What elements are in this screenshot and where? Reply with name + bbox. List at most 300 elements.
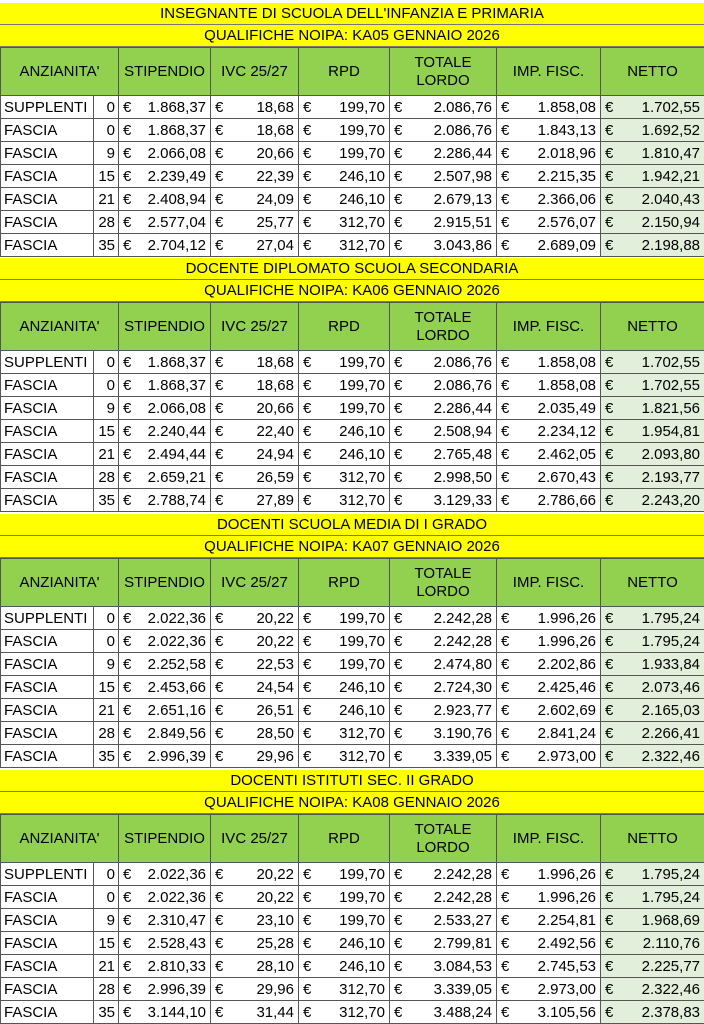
currency-sign: € bbox=[123, 911, 132, 929]
header-totale-line2: LORDO bbox=[416, 582, 470, 600]
row-years: 28 bbox=[94, 978, 119, 1001]
amount-value: 312,70 bbox=[339, 980, 385, 998]
currency-sign: € bbox=[215, 678, 224, 696]
currency-sign: € bbox=[501, 701, 510, 719]
currency-sign: € bbox=[501, 888, 510, 906]
amount-value: 2.810,33 bbox=[147, 957, 206, 975]
currency-sign: € bbox=[605, 865, 614, 883]
amount-value: 3.339,05 bbox=[433, 980, 492, 998]
amount-value: 2.366,06 bbox=[537, 190, 596, 208]
currency-sign: € bbox=[605, 422, 614, 440]
currency-sign: € bbox=[123, 934, 132, 952]
header-stipendio: STIPENDIO bbox=[119, 559, 211, 607]
cell-imp bbox=[497, 351, 601, 374]
amount-value: 1.692,52 bbox=[641, 121, 700, 139]
cell-ivc bbox=[211, 234, 299, 257]
cell-netto bbox=[601, 978, 704, 1001]
row-years: 0 bbox=[94, 374, 119, 397]
cell-totale bbox=[390, 119, 497, 142]
cell-stipendio bbox=[119, 886, 211, 909]
amount-value: 28,10 bbox=[256, 957, 294, 975]
cell-ivc bbox=[211, 96, 299, 119]
cell-ivc bbox=[211, 978, 299, 1001]
amount-value: 1.996,26 bbox=[537, 632, 596, 650]
cell-totale bbox=[390, 699, 497, 722]
cell-imp bbox=[497, 932, 601, 955]
amount-value: 2.724,30 bbox=[433, 678, 492, 696]
currency-sign: € bbox=[215, 445, 224, 463]
cell-rpd bbox=[299, 211, 390, 234]
amount-value: 2.915,51 bbox=[433, 213, 492, 231]
amount-value: 1.858,08 bbox=[537, 98, 596, 116]
cell-netto bbox=[601, 745, 704, 768]
currency-sign: € bbox=[215, 376, 224, 394]
cell-netto bbox=[601, 351, 704, 374]
currency-sign: € bbox=[394, 445, 403, 463]
cell-rpd bbox=[299, 722, 390, 745]
header-totale-line1: TOTALE bbox=[414, 820, 472, 838]
currency-sign: € bbox=[501, 468, 510, 486]
amount-value: 199,70 bbox=[339, 609, 385, 627]
cell-netto bbox=[601, 397, 704, 420]
amount-value: 25,77 bbox=[256, 213, 294, 231]
cell-imp bbox=[497, 211, 601, 234]
header-stipendio: STIPENDIO bbox=[119, 48, 211, 96]
currency-sign: € bbox=[394, 422, 403, 440]
cell-stipendio bbox=[119, 188, 211, 211]
amount-value: 3.043,86 bbox=[433, 236, 492, 254]
cell-stipendio bbox=[119, 420, 211, 443]
currency-sign: € bbox=[394, 701, 403, 719]
cell-rpd bbox=[299, 745, 390, 768]
amount-value: 18,68 bbox=[256, 353, 294, 371]
amount-value: 199,70 bbox=[339, 399, 385, 417]
currency-sign: € bbox=[394, 236, 403, 254]
header-rpd: RPD bbox=[299, 48, 390, 96]
row-label: FASCIA bbox=[1, 397, 94, 420]
amount-value: 27,04 bbox=[256, 236, 294, 254]
cell-netto bbox=[601, 466, 704, 489]
row-years: 35 bbox=[94, 745, 119, 768]
row-years: 35 bbox=[94, 1001, 119, 1024]
amount-value: 2.022,36 bbox=[147, 609, 206, 627]
cell-stipendio bbox=[119, 863, 211, 886]
cell-stipendio bbox=[119, 699, 211, 722]
cell-ivc bbox=[211, 630, 299, 653]
amount-value: 2.659,21 bbox=[147, 468, 206, 486]
amount-value: 2.018,96 bbox=[537, 144, 596, 162]
amount-value: 2.841,24 bbox=[537, 724, 596, 742]
row-years: 15 bbox=[94, 932, 119, 955]
cell-ivc bbox=[211, 932, 299, 955]
cell-stipendio bbox=[119, 211, 211, 234]
amount-value: 1.942,21 bbox=[641, 167, 700, 185]
cell-imp bbox=[497, 630, 601, 653]
currency-sign: € bbox=[215, 1003, 224, 1021]
currency-sign: € bbox=[501, 747, 510, 765]
amount-value: 2.670,43 bbox=[537, 468, 596, 486]
cell-totale bbox=[390, 96, 497, 119]
currency-sign: € bbox=[215, 236, 224, 254]
amount-value: 199,70 bbox=[339, 632, 385, 650]
cell-stipendio bbox=[119, 653, 211, 676]
table-row bbox=[1, 165, 704, 188]
currency-sign: € bbox=[605, 144, 614, 162]
currency-sign: € bbox=[501, 121, 510, 139]
amount-value: 2.165,03 bbox=[641, 701, 700, 719]
amount-value: 2.066,08 bbox=[147, 399, 206, 417]
cell-ivc bbox=[211, 466, 299, 489]
currency-sign: € bbox=[394, 98, 403, 116]
currency-sign: € bbox=[501, 934, 510, 952]
salary-table bbox=[0, 814, 704, 1024]
table-row bbox=[1, 932, 704, 955]
currency-sign: € bbox=[123, 468, 132, 486]
amount-value: 312,70 bbox=[339, 1003, 385, 1021]
currency-sign: € bbox=[303, 144, 312, 162]
header-row bbox=[1, 559, 704, 607]
cell-rpd bbox=[299, 119, 390, 142]
cell-rpd bbox=[299, 188, 390, 211]
amount-value: 1.795,24 bbox=[641, 888, 700, 906]
table-row bbox=[1, 630, 704, 653]
currency-sign: € bbox=[605, 445, 614, 463]
currency-sign: € bbox=[123, 445, 132, 463]
cell-imp bbox=[497, 96, 601, 119]
cell-rpd bbox=[299, 234, 390, 257]
amount-value: 2.996,39 bbox=[147, 747, 206, 765]
amount-value: 1.858,08 bbox=[537, 353, 596, 371]
currency-sign: € bbox=[303, 865, 312, 883]
row-years: 21 bbox=[94, 955, 119, 978]
amount-value: 2.243,20 bbox=[641, 491, 700, 509]
amount-value: 2.242,28 bbox=[433, 632, 492, 650]
currency-sign: € bbox=[303, 724, 312, 742]
amount-value: 246,10 bbox=[339, 678, 385, 696]
currency-sign: € bbox=[605, 236, 614, 254]
currency-sign: € bbox=[501, 144, 510, 162]
cell-imp bbox=[497, 1001, 601, 1024]
cell-ivc bbox=[211, 886, 299, 909]
header-totale-lordo bbox=[390, 303, 497, 351]
row-years: 0 bbox=[94, 863, 119, 886]
amount-value: 2.035,49 bbox=[537, 399, 596, 417]
amount-value: 18,68 bbox=[256, 98, 294, 116]
header-stipendio: STIPENDIO bbox=[119, 303, 211, 351]
cell-imp bbox=[497, 489, 601, 512]
cell-imp bbox=[497, 119, 601, 142]
currency-sign: € bbox=[303, 213, 312, 231]
amount-value: 2.651,16 bbox=[147, 701, 206, 719]
cell-imp bbox=[497, 886, 601, 909]
amount-value: 3.488,24 bbox=[433, 1003, 492, 1021]
currency-sign: € bbox=[215, 190, 224, 208]
amount-value: 2.215,35 bbox=[537, 167, 596, 185]
amount-value: 199,70 bbox=[339, 655, 385, 673]
currency-sign: € bbox=[501, 445, 510, 463]
amount-value: 2.202,86 bbox=[537, 655, 596, 673]
header-netto: NETTO bbox=[601, 815, 704, 863]
cell-totale bbox=[390, 745, 497, 768]
row-years: 21 bbox=[94, 699, 119, 722]
table-row bbox=[1, 745, 704, 768]
currency-sign: € bbox=[605, 632, 614, 650]
cell-stipendio bbox=[119, 745, 211, 768]
row-label: FASCIA bbox=[1, 653, 94, 676]
row-label: FASCIA bbox=[1, 909, 94, 932]
currency-sign: € bbox=[123, 353, 132, 371]
currency-sign: € bbox=[123, 190, 132, 208]
cell-netto bbox=[601, 653, 704, 676]
amount-value: 2.533,27 bbox=[433, 911, 492, 929]
amount-value: 2.242,28 bbox=[433, 888, 492, 906]
currency-sign: € bbox=[303, 957, 312, 975]
amount-value: 2.462,05 bbox=[537, 445, 596, 463]
cell-imp bbox=[497, 909, 601, 932]
row-label: FASCIA bbox=[1, 932, 94, 955]
currency-sign: € bbox=[215, 144, 224, 162]
cell-totale bbox=[390, 374, 497, 397]
amount-value: 2.998,50 bbox=[433, 468, 492, 486]
currency-sign: € bbox=[215, 888, 224, 906]
cell-imp bbox=[497, 699, 601, 722]
cell-rpd bbox=[299, 607, 390, 630]
amount-value: 2.198,88 bbox=[641, 236, 700, 254]
currency-sign: € bbox=[303, 236, 312, 254]
header-ivc: IVC 25/27 bbox=[211, 303, 299, 351]
row-years: 28 bbox=[94, 211, 119, 234]
cell-ivc bbox=[211, 863, 299, 886]
row-years: 9 bbox=[94, 142, 119, 165]
currency-sign: € bbox=[303, 632, 312, 650]
amount-value: 2.286,44 bbox=[433, 399, 492, 417]
section-title: DOCENTI ISTITUTI SEC. II GRADO bbox=[0, 770, 704, 792]
amount-value: 2.602,69 bbox=[537, 701, 596, 719]
row-years: 9 bbox=[94, 909, 119, 932]
amount-value: 2.022,36 bbox=[147, 632, 206, 650]
amount-value: 2.225,77 bbox=[641, 957, 700, 975]
amount-value: 1.795,24 bbox=[641, 865, 700, 883]
currency-sign: € bbox=[215, 491, 224, 509]
salary-section bbox=[0, 770, 704, 1024]
row-years: 0 bbox=[94, 630, 119, 653]
currency-sign: € bbox=[394, 468, 403, 486]
amount-value: 199,70 bbox=[339, 121, 385, 139]
amount-value: 1.868,37 bbox=[147, 353, 206, 371]
amount-value: 2.494,44 bbox=[147, 445, 206, 463]
cell-rpd bbox=[299, 96, 390, 119]
currency-sign: € bbox=[501, 353, 510, 371]
currency-sign: € bbox=[303, 422, 312, 440]
cell-ivc bbox=[211, 142, 299, 165]
cell-stipendio bbox=[119, 909, 211, 932]
cell-ivc bbox=[211, 745, 299, 768]
amount-value: 2.286,44 bbox=[433, 144, 492, 162]
cell-stipendio bbox=[119, 96, 211, 119]
cell-rpd bbox=[299, 932, 390, 955]
amount-value: 246,10 bbox=[339, 167, 385, 185]
amount-value: 24,94 bbox=[256, 445, 294, 463]
amount-value: 2.310,47 bbox=[147, 911, 206, 929]
cell-stipendio bbox=[119, 443, 211, 466]
currency-sign: € bbox=[605, 491, 614, 509]
currency-sign: € bbox=[394, 747, 403, 765]
header-anzianita: ANZIANITA' bbox=[1, 303, 119, 351]
header-ivc: IVC 25/27 bbox=[211, 559, 299, 607]
cell-ivc bbox=[211, 676, 299, 699]
row-label: FASCIA bbox=[1, 142, 94, 165]
cell-rpd bbox=[299, 978, 390, 1001]
row-years: 15 bbox=[94, 676, 119, 699]
section-subtitle: QUALIFICHE NOIPA: KA08 GENNAIO 2026 bbox=[0, 792, 704, 814]
row-label: SUPPLENTI bbox=[1, 351, 94, 374]
cell-totale bbox=[390, 420, 497, 443]
row-label: FASCIA bbox=[1, 745, 94, 768]
currency-sign: € bbox=[605, 655, 614, 673]
amount-value: 2.234,12 bbox=[537, 422, 596, 440]
cell-ivc bbox=[211, 607, 299, 630]
currency-sign: € bbox=[303, 468, 312, 486]
table-row bbox=[1, 653, 704, 676]
currency-sign: € bbox=[303, 609, 312, 627]
cell-imp bbox=[497, 420, 601, 443]
cell-stipendio bbox=[119, 397, 211, 420]
amount-value: 24,09 bbox=[256, 190, 294, 208]
cell-imp bbox=[497, 676, 601, 699]
currency-sign: € bbox=[123, 167, 132, 185]
section-title: DOCENTI SCUOLA MEDIA DI I GRADO bbox=[0, 514, 704, 536]
amount-value: 1.868,37 bbox=[147, 121, 206, 139]
amount-value: 20,22 bbox=[256, 609, 294, 627]
currency-sign: € bbox=[303, 747, 312, 765]
cell-ivc bbox=[211, 722, 299, 745]
cell-imp bbox=[497, 165, 601, 188]
cell-stipendio bbox=[119, 932, 211, 955]
amount-value: 1.858,08 bbox=[537, 376, 596, 394]
cell-rpd bbox=[299, 955, 390, 978]
currency-sign: € bbox=[123, 888, 132, 906]
currency-sign: € bbox=[605, 399, 614, 417]
cell-netto bbox=[601, 955, 704, 978]
amount-value: 29,96 bbox=[256, 747, 294, 765]
cell-stipendio bbox=[119, 374, 211, 397]
amount-value: 199,70 bbox=[339, 376, 385, 394]
table-row bbox=[1, 374, 704, 397]
amount-value: 2.425,46 bbox=[537, 678, 596, 696]
currency-sign: € bbox=[303, 911, 312, 929]
amount-value: 312,70 bbox=[339, 468, 385, 486]
cell-rpd bbox=[299, 653, 390, 676]
cell-netto bbox=[601, 489, 704, 512]
currency-sign: € bbox=[123, 121, 132, 139]
currency-sign: € bbox=[215, 353, 224, 371]
header-imp-fisc: IMP. FISC. bbox=[497, 48, 601, 96]
currency-sign: € bbox=[394, 609, 403, 627]
currency-sign: € bbox=[605, 701, 614, 719]
header-anzianita: ANZIANITA' bbox=[1, 815, 119, 863]
table-row bbox=[1, 234, 704, 257]
amount-value: 1.868,37 bbox=[147, 98, 206, 116]
cell-stipendio bbox=[119, 676, 211, 699]
amount-value: 1.810,47 bbox=[641, 144, 700, 162]
currency-sign: € bbox=[605, 213, 614, 231]
row-label: FASCIA bbox=[1, 443, 94, 466]
header-netto: NETTO bbox=[601, 48, 704, 96]
cell-stipendio bbox=[119, 351, 211, 374]
currency-sign: € bbox=[215, 609, 224, 627]
amount-value: 2.022,36 bbox=[147, 888, 206, 906]
cell-stipendio bbox=[119, 234, 211, 257]
currency-sign: € bbox=[303, 376, 312, 394]
currency-sign: € bbox=[501, 724, 510, 742]
currency-sign: € bbox=[215, 934, 224, 952]
amount-value: 2.408,94 bbox=[147, 190, 206, 208]
table-row bbox=[1, 420, 704, 443]
currency-sign: € bbox=[394, 957, 403, 975]
row-years: 28 bbox=[94, 722, 119, 745]
cell-imp bbox=[497, 745, 601, 768]
currency-sign: € bbox=[123, 701, 132, 719]
amount-value: 20,22 bbox=[256, 632, 294, 650]
cell-netto bbox=[601, 1001, 704, 1024]
amount-value: 1.933,84 bbox=[641, 655, 700, 673]
amount-value: 22,39 bbox=[256, 167, 294, 185]
amount-value: 1.795,24 bbox=[641, 632, 700, 650]
currency-sign: € bbox=[303, 491, 312, 509]
header-imp-fisc: IMP. FISC. bbox=[497, 559, 601, 607]
currency-sign: € bbox=[215, 399, 224, 417]
header-rpd: RPD bbox=[299, 815, 390, 863]
cell-imp bbox=[497, 722, 601, 745]
cell-netto bbox=[601, 722, 704, 745]
currency-sign: € bbox=[394, 678, 403, 696]
section-title: INSEGNANTE DI SCUOLA DELL'INFANZIA E PRIMARIA bbox=[0, 3, 704, 25]
amount-value: 24,54 bbox=[256, 678, 294, 696]
currency-sign: € bbox=[303, 121, 312, 139]
cell-rpd bbox=[299, 676, 390, 699]
table-row bbox=[1, 397, 704, 420]
currency-sign: € bbox=[215, 213, 224, 231]
currency-sign: € bbox=[123, 724, 132, 742]
amount-value: 3.144,10 bbox=[147, 1003, 206, 1021]
row-years: 9 bbox=[94, 397, 119, 420]
currency-sign: € bbox=[605, 1003, 614, 1021]
header-netto: NETTO bbox=[601, 303, 704, 351]
cell-totale bbox=[390, 489, 497, 512]
amount-value: 3.105,56 bbox=[537, 1003, 596, 1021]
cell-imp bbox=[497, 955, 601, 978]
currency-sign: € bbox=[123, 422, 132, 440]
currency-sign: € bbox=[123, 144, 132, 162]
cell-imp bbox=[497, 653, 601, 676]
row-years: 9 bbox=[94, 653, 119, 676]
header-row bbox=[1, 815, 704, 863]
amount-value: 2.923,77 bbox=[433, 701, 492, 719]
amount-value: 2.322,46 bbox=[641, 980, 700, 998]
currency-sign: € bbox=[605, 167, 614, 185]
table-row bbox=[1, 955, 704, 978]
currency-sign: € bbox=[123, 865, 132, 883]
section-subtitle: QUALIFICHE NOIPA: KA06 GENNAIO 2026 bbox=[0, 280, 704, 302]
amount-value: 2.576,07 bbox=[537, 213, 596, 231]
row-label: FASCIA bbox=[1, 374, 94, 397]
salary-section bbox=[0, 514, 704, 768]
amount-value: 22,40 bbox=[256, 422, 294, 440]
cell-stipendio bbox=[119, 1001, 211, 1024]
currency-sign: € bbox=[215, 98, 224, 116]
currency-sign: € bbox=[123, 609, 132, 627]
header-totale-line2: LORDO bbox=[416, 71, 470, 89]
